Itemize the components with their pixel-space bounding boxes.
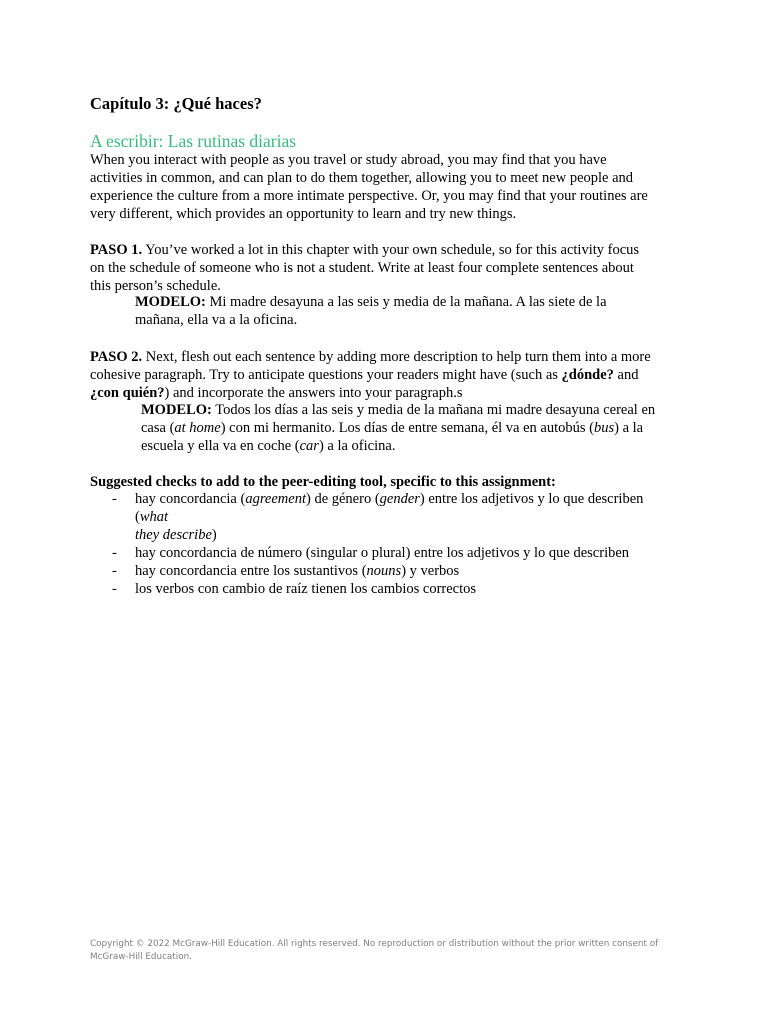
chapter-title: Capítulo 3: ¿Qué haces? [90,94,262,113]
dash-bullet: - [112,581,117,597]
modelo-line [141,437,686,455]
paso2-text: and [613,367,639,383]
paso1-paragraph [90,241,682,295]
gloss-agreement: agreement [245,491,306,507]
checks-list [112,490,682,598]
gloss-they-describe: they describe [135,527,212,543]
modelo-text: ) con mi hermanito. Los días de entre semana, él va en autobús ( [220,420,594,436]
list-item [112,490,682,544]
modelo-text: Todos los días a las seis y media de la mañana mi madre desayuna cereal en [211,402,656,418]
paso2-text: Next, flesh out each sentence by adding more description to help turn them into a more [142,349,651,365]
modelo-line [135,293,655,311]
list-item-text: ) y verbos [401,563,460,579]
paso2-modelo [141,401,686,455]
list-item-text: ) [211,527,217,543]
intro-paragraph [90,151,682,223]
list-item-text: los verbos con cambio de raíz tienen los cambios correctos [135,581,477,597]
modelo-line: mañana, ella va a la oficina. [135,312,298,328]
footer-line: Copyright © 2022 McGraw-Hill Education. All rights reserved. No reproduction or distribution without the prior written consent of [90,939,659,949]
gloss-bus: bus [593,420,615,436]
modelo-text: casa ( [141,420,175,436]
gloss-car: car [299,438,319,454]
copyright-footer [90,938,675,963]
list-item [112,562,682,580]
paso1-line [90,241,682,259]
list-item-text: hay concordancia ( [135,491,246,507]
dash-bullet: - [112,491,117,507]
list-item-line [135,490,682,508]
section-title: A escribir: Las rutinas diarias [90,131,297,151]
footer-line: McGraw-Hill Education. [90,951,192,962]
modelo-text: Mi madre desayuna a las seis y media de la mañana. A las siete de la [205,294,607,310]
paso1-modelo [135,293,655,329]
list-item-text: hay concordancia entre los sustantivos ( [135,563,367,579]
list-item-line [135,508,682,526]
list-item [112,544,682,562]
paso2-text: cohesive paragraph. Try to anticipate questions your readers might have (such as [90,367,562,383]
list-item-line [135,526,682,544]
dash-bullet: - [112,545,117,561]
modelo-line [141,401,686,419]
question-con-quien: ¿con quién? [90,385,165,401]
paso1-label: PASO 1. [90,242,143,258]
list-item-text: ( [135,509,140,525]
paso1-line: this person’s schedule. [90,278,221,294]
paso2-line [90,366,682,384]
question-donde: ¿dónde? [561,367,614,383]
paso2-text: ) and incorporate the answers into your paragraph.s [164,385,463,401]
modelo-text: ) a la oficina. [318,438,396,454]
paso2-line [90,384,682,402]
checks-title-text: Suggested checks to add to the peer-editing tool, specific to this assignment: [90,474,556,490]
list-item-text: ) entre los adjetivos y lo que describen [419,491,644,507]
paso2-label: PASO 2. [90,349,143,365]
gloss-at-home: at home [174,420,221,436]
gloss-what: what [139,509,169,525]
intro-line: activities in common, and can plan to do them together, allowing you to meet new people and [90,170,634,186]
paso2-line [90,348,682,366]
paso1-text: You’ve worked a lot in this chapter with your own schedule, so for this activity focus [142,242,640,258]
modelo-line [141,419,686,437]
checks-title [90,473,682,491]
gloss-nouns: nouns [366,563,402,579]
paso1-line: on the schedule of someone who is not a student. Write at least four complete sentences about [90,260,634,276]
list-item-text: hay concordancia de número (singular o plural) entre los adjetivos y lo que describen [135,545,630,561]
modelo-text: ) a la [614,420,644,436]
gloss-gender: gender [379,491,420,507]
list-item-line [135,562,682,580]
intro-line: very different, which provides an opportunity to learn and try new things. [90,206,517,222]
paso2-paragraph [90,348,682,402]
list-item-text: ) de género ( [305,491,380,507]
dash-bullet: - [112,563,117,579]
intro-line: experience the culture from a more intimate perspective. Or, you may find that your routines are [90,188,648,204]
list-item [112,580,682,598]
modelo-label: MODELO: [141,402,212,418]
modelo-label: MODELO: [135,294,206,310]
intro-line: When you interact with people as you travel or study abroad, you may find that you have [90,152,607,168]
modelo-text: escuela y ella va en coche ( [141,438,300,454]
